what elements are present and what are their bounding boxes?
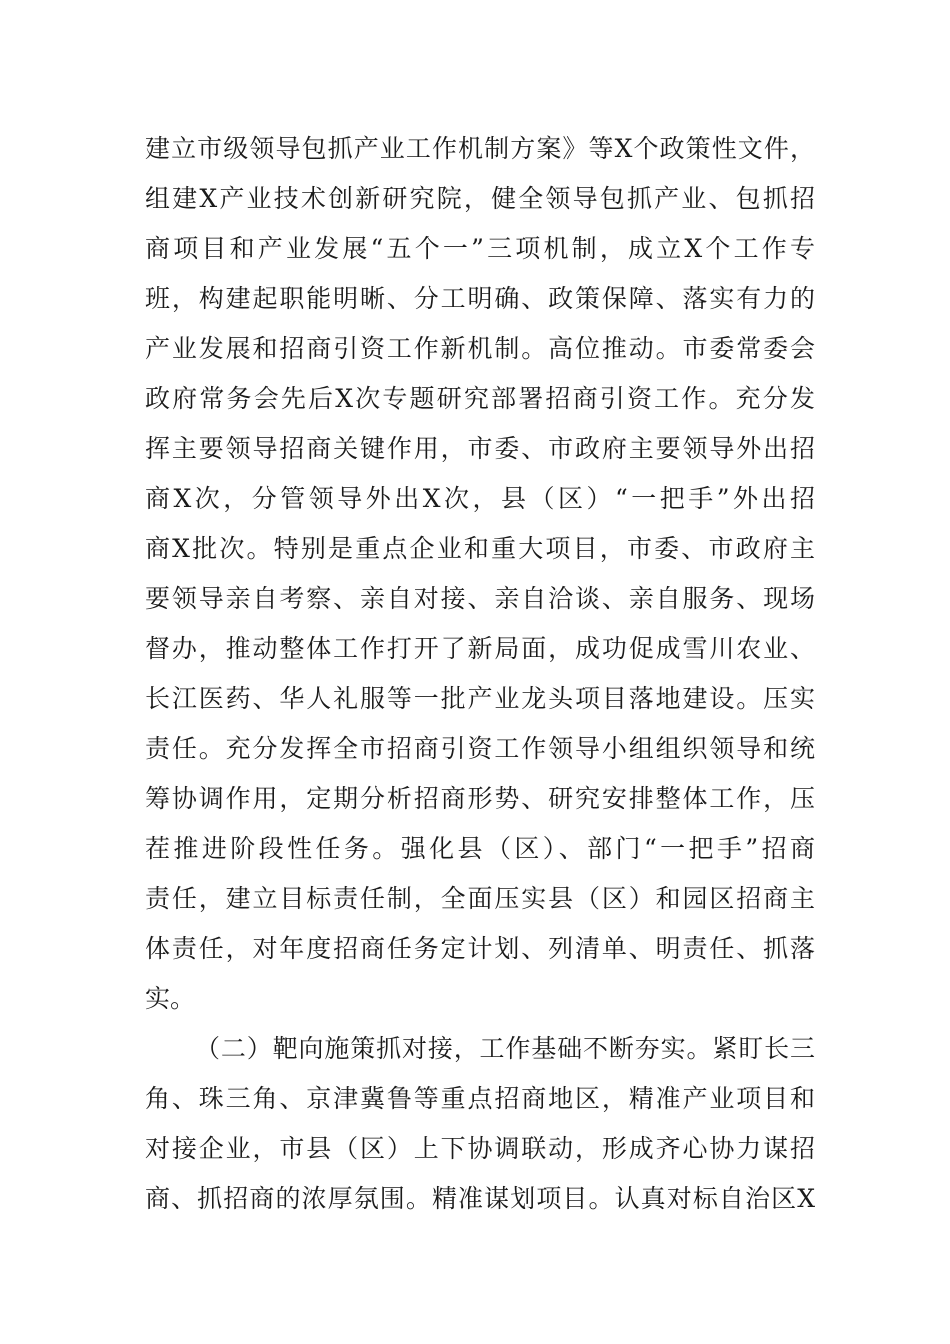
section-heading-line: （二）靶向施策抓对接，工作基础不断夯实。紧盯长三 xyxy=(195,1034,815,1063)
text-line: 责任，建立目标责任制，全面压实县（区）和园区招商主 xyxy=(145,884,815,913)
text-line: 筹协调作用，定期分析招商形势、研究安排整体工作，压 xyxy=(145,784,815,813)
text-line: 产业发展和招商引资工作新机制。高位推动。市委常委会 xyxy=(145,334,815,363)
text-line: 商X次，分管领导外出X次，县（区）“一把手”外出招 xyxy=(145,484,815,513)
text-line: 组建X产业技术创新研究院，健全领导包抓产业、包抓招 xyxy=(145,184,815,213)
text-line: 角、珠三角、京津冀鲁等重点招商地区，精准产业项目和 xyxy=(145,1084,815,1113)
text-line: 挥主要领导招商关键作用，市委、市政府主要领导外出招 xyxy=(145,434,815,463)
text-line: 责任。充分发挥全市招商引资工作领导小组组织领导和统 xyxy=(145,734,815,763)
text-line: 政府常务会先后X次专题研究部署招商引资工作。充分发 xyxy=(145,384,815,413)
body-text xyxy=(145,124,815,1224)
text-line: 督办，推动整体工作打开了新局面，成功促成雪川农业、 xyxy=(145,634,815,663)
text-line: 要领导亲自考察、亲自对接、亲自洽谈、亲自服务、现场 xyxy=(145,584,815,613)
paragraph-end-line: 实。 xyxy=(145,984,196,1013)
text-line: 对接企业，市县（区）上下协调联动，形成齐心协力谋招 xyxy=(145,1134,815,1163)
text-line: 商项目和产业发展“五个一”三项机制，成立X个工作专 xyxy=(145,234,815,263)
text-line: 商、抓招商的浓厚氛围。精准谋划项目。认真对标自治区X xyxy=(145,1184,815,1213)
text-line: 茬推进阶段性任务。强化县（区）、部门“一把手”招商 xyxy=(145,834,815,863)
text-line: 建立市级领导包抓产业工作机制方案》等X个政策性文件， xyxy=(145,134,815,163)
text-line: 体责任，对年度招商任务定计划、列清单、明责任、抓落 xyxy=(145,934,815,963)
text-line: 商X批次。特别是重点企业和重大项目，市委、市政府主 xyxy=(145,534,815,563)
text-line: 班，构建起职能明晰、分工明确、政策保障、落实有力的 xyxy=(145,284,815,313)
text-line: 长江医药、华人礼服等一批产业龙头项目落地建设。压实 xyxy=(145,684,815,713)
